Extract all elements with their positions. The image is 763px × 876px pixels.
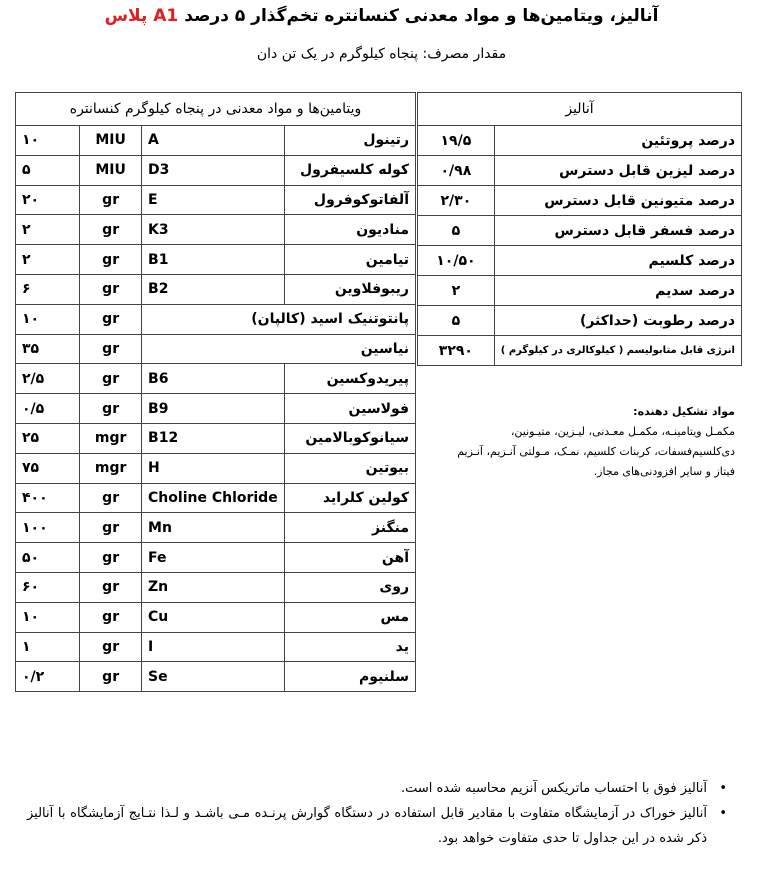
vitamin-amount: ۱۰ [16, 304, 80, 334]
vitamin-row [16, 394, 416, 424]
vitamin-unit: gr [80, 364, 142, 394]
vitamin-unit: gr [80, 543, 142, 573]
analysis-value: ۱۹/۵ [418, 126, 495, 156]
analysis-label: درصد فسفر قابل دسترس [494, 216, 741, 246]
ingredients-block [415, 402, 735, 482]
vitamin-row [16, 632, 416, 662]
analysis-value: ۳۲۹۰ [418, 336, 495, 366]
vitamin-code: H [142, 453, 285, 483]
vitamin-amount: ۲۰ [16, 185, 80, 215]
vitamin-row [16, 543, 416, 573]
vitamin-name: ید [284, 632, 415, 662]
note-item [27, 776, 727, 801]
vitamin-row [16, 304, 416, 334]
vitamin-name: سلنیوم [284, 662, 415, 692]
vitamin-row [16, 662, 416, 692]
vitamin-unit: gr [80, 304, 142, 334]
vitamin-code: Fe [142, 543, 285, 573]
analysis-value: ۵ [418, 216, 495, 246]
note-text: آنالیز خوراک در آزمایشگاه متفاوت با مقادیر قابل استفاده در دستگاه گوارش پرنـده مـی باشـد و لـذا نتـایج آزمایشگاه با آنالیز ذکر شده در این جداول تا حدی متفاوت خواهد بود. [27, 806, 707, 846]
vitamin-name: نیاسین [142, 334, 416, 364]
vitamin-amount: ۲ [16, 245, 80, 275]
analysis-label: درصد کلسیم [494, 246, 741, 276]
vitamin-code: B2 [142, 274, 285, 304]
vitamin-row [16, 483, 416, 513]
note-text: آنالیز فوق با احتساب ماتریکس آنزیم محاسبه شده است. [400, 781, 707, 796]
analysis-header: آنالیز [418, 93, 742, 126]
vitamin-amount: ۲۵ [16, 423, 80, 453]
vitamin-unit: gr [80, 632, 142, 662]
vitamin-code: A [142, 126, 285, 156]
vitamin-amount: ۵۰ [16, 543, 80, 573]
usage-subtitle: مقدار مصرف: پنجاه کیلوگرم در یک تن دان [256, 46, 507, 62]
vitamin-name: آهن [284, 543, 415, 573]
ingredients-line: مکمـل ویتامینـه، مکمـل معـدنی، لیـزین، متیـونین، [510, 425, 735, 438]
analysis-row [418, 216, 742, 246]
vitamin-name: فولاسین [284, 394, 415, 424]
vitamin-code: K3 [142, 215, 285, 245]
vitamin-code: E [142, 185, 285, 215]
vitamin-unit: gr [80, 662, 142, 692]
vitamin-name: مس [284, 602, 415, 632]
vitamin-name: پیریدوکسین [284, 364, 415, 394]
vitamin-amount: ۲ [16, 215, 80, 245]
analysis-value: ۲/۳۰ [418, 186, 495, 216]
vitamin-code: D3 [142, 155, 285, 185]
vitamin-name: آلفاتوکوفرول [284, 185, 415, 215]
vitamin-name: منادیون [284, 215, 415, 245]
vitamin-unit: gr [80, 185, 142, 215]
vitamin-row [16, 572, 416, 602]
vitamin-unit: mgr [80, 453, 142, 483]
vitamin-unit: gr [80, 513, 142, 543]
bullet-icon: • [719, 806, 727, 821]
analysis-label: درصد رطوبت (حداکثر) [494, 306, 741, 336]
vitamin-row [16, 602, 416, 632]
vitamin-code: B9 [142, 394, 285, 424]
vitamin-name: کوله کلسیفرول [284, 155, 415, 185]
analysis-row [418, 126, 742, 156]
analysis-label: درصد سدیم [494, 276, 741, 306]
vitamin-code: Cu [142, 602, 285, 632]
vitamin-row [16, 245, 416, 275]
vitamin-name: سیانوکوبالامین [284, 423, 415, 453]
vitamin-amount: ۳۵ [16, 334, 80, 364]
analysis-header-row [418, 93, 742, 126]
vitamin-name: کولین کلراید [284, 483, 415, 513]
vitamin-code: B12 [142, 423, 285, 453]
vitamin-code: B6 [142, 364, 285, 394]
vitamin-unit: gr [80, 334, 142, 364]
vitamin-row [16, 274, 416, 304]
ingredients-title: مواد تشکیل دهنده: [633, 405, 735, 418]
analysis-row [418, 276, 742, 306]
vitamin-amount: ۲/۵ [16, 364, 80, 394]
analysis-row [418, 306, 742, 336]
vitamin-row [16, 453, 416, 483]
vitamin-code: Mn [142, 513, 285, 543]
vitamins-header: ویتامین‌ها و مواد معدنی در پنجاه کیلوگرم کنسانتره [16, 93, 416, 126]
ingredients-line: دی‌کلسیم‌فسفات، کربنات کلسیم، نمـک، مـولتی آنـزیم، آنـزیم [457, 445, 735, 458]
vitamin-name: روی [284, 572, 415, 602]
vitamin-amount: ۶۰ [16, 572, 80, 602]
vitamin-amount: ۶ [16, 274, 80, 304]
product-name: A1 پلاس [104, 6, 179, 26]
vitamins-header-row [16, 93, 416, 126]
vitamin-amount: ۱۰ [16, 602, 80, 632]
vitamin-unit: gr [80, 483, 142, 513]
vitamin-unit: gr [80, 394, 142, 424]
vitamin-amount: ۰/۲ [16, 662, 80, 692]
vitamin-name: پانتوتنیک اسید (کالپان) [142, 304, 416, 334]
analysis-value: ۵ [418, 306, 495, 336]
analysis-label: درصد پروتئین [494, 126, 741, 156]
ingredients-line: فیتاز و سایر افزودنی‌های مجاز. [593, 465, 735, 478]
analysis-row [418, 156, 742, 186]
vitamins-table [15, 92, 416, 692]
analysis-row [418, 336, 742, 366]
vitamin-row [16, 215, 416, 245]
vitamin-unit: mgr [80, 423, 142, 453]
notes-list [27, 776, 727, 851]
vitamin-code: B1 [142, 245, 285, 275]
analysis-value: ۲ [418, 276, 495, 306]
page-title [0, 6, 763, 26]
vitamin-amount: ۵ [16, 155, 80, 185]
analysis-label: انرژی قابل متابولیسم ( کیلوکالری در کیلوگرم ) [494, 336, 741, 366]
vitamin-unit: gr [80, 572, 142, 602]
vitamin-unit: MIU [80, 155, 142, 185]
analysis-value: ۱۰/۵۰ [418, 246, 495, 276]
vitamin-unit: gr [80, 215, 142, 245]
vitamin-name: تیامین [284, 245, 415, 275]
analysis-value: ۰/۹۸ [418, 156, 495, 186]
vitamin-code: Zn [142, 572, 285, 602]
analysis-row [418, 246, 742, 276]
note-item [27, 801, 727, 851]
vitamin-row [16, 126, 416, 156]
vitamin-amount: ۱۰ [16, 126, 80, 156]
bullet-icon: • [719, 781, 727, 796]
vitamin-row [16, 513, 416, 543]
vitamin-name: رتینول [284, 126, 415, 156]
vitamin-name: منگنز [284, 513, 415, 543]
vitamin-unit: MIU [80, 126, 142, 156]
vitamin-amount: ۷۵ [16, 453, 80, 483]
vitamin-unit: gr [80, 602, 142, 632]
title-text: آنالیز، ویتامین‌ها و مواد معدنی کنسانتره تخم‌گذار ۵ درصد [184, 6, 659, 26]
analysis-table [417, 92, 742, 366]
analysis-label: درصد متیونین قابل دسترس [494, 186, 741, 216]
vitamin-code: Choline Chloride [142, 483, 285, 513]
vitamin-row [16, 185, 416, 215]
vitamin-row [16, 334, 416, 364]
analysis-row [418, 186, 742, 216]
vitamin-amount: ۰/۵ [16, 394, 80, 424]
vitamin-unit: gr [80, 274, 142, 304]
vitamin-amount: ۱ [16, 632, 80, 662]
vitamin-code: I [142, 632, 285, 662]
analysis-label: درصد لیزین قابل دسترس [494, 156, 741, 186]
vitamin-row [16, 155, 416, 185]
vitamin-amount: ۴۰۰ [16, 483, 80, 513]
vitamin-row [16, 423, 416, 453]
vitamin-amount: ۱۰۰ [16, 513, 80, 543]
vitamin-unit: gr [80, 245, 142, 275]
vitamin-name: ریبوفلاوین [284, 274, 415, 304]
vitamin-code: Se [142, 662, 285, 692]
vitamin-row [16, 364, 416, 394]
vitamin-name: بیوتین [284, 453, 415, 483]
